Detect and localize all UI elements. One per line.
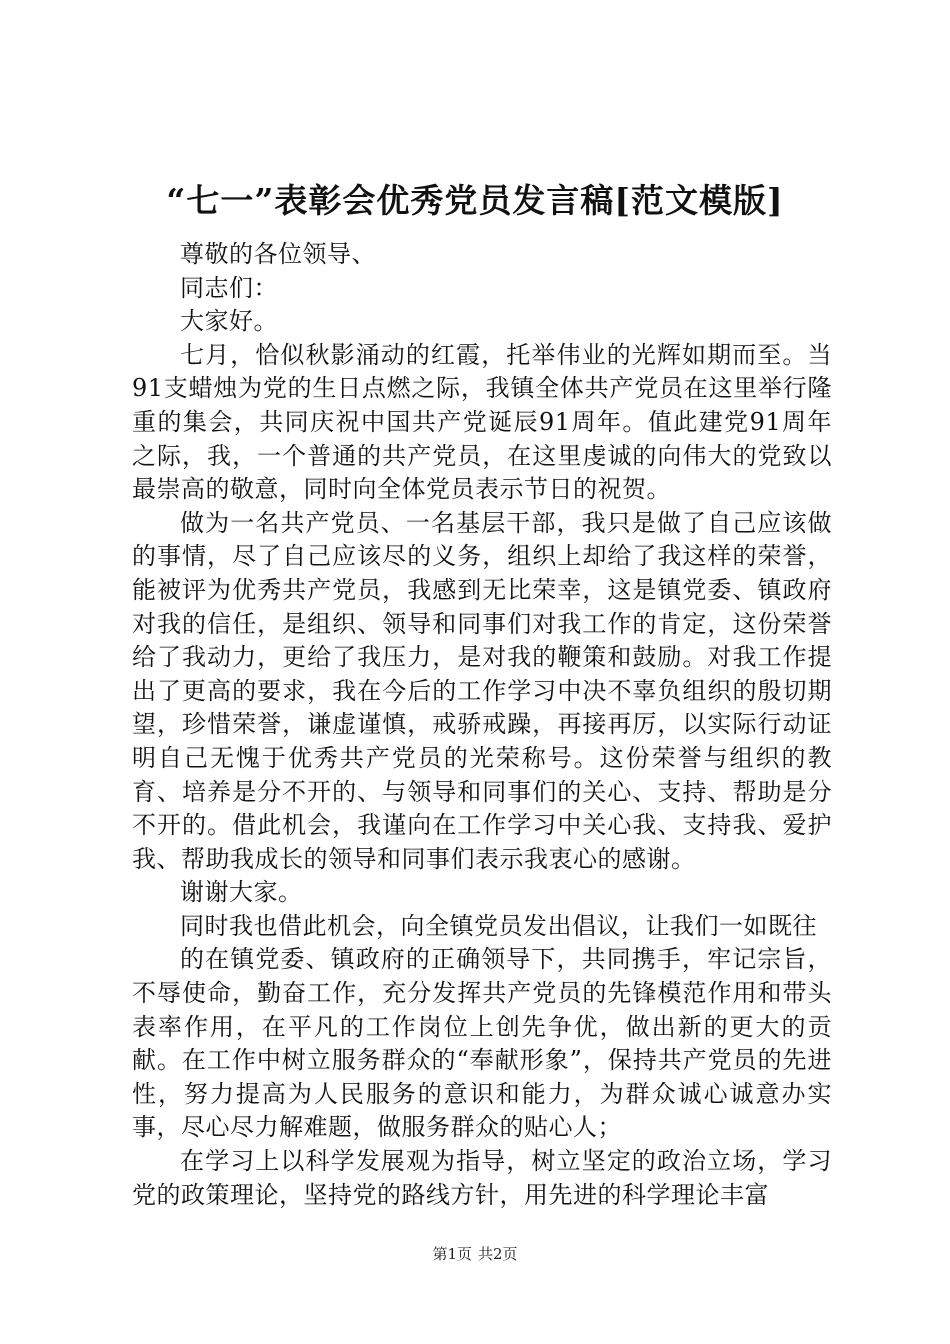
page-number-current: 第1页 <box>432 1245 472 1263</box>
paragraph-greeting: 大家好。 <box>180 307 278 336</box>
paragraph-proposal-continued: 的在镇党委、镇政府的正确领导下，共同携手，牢记宗旨，不辱使命，勤奋工作，充分发挥共产党员的先锋模范作用和带头表率作用，在平凡的工作岗位上创先争优，做出新的更大的贡献。在工作中树立服务群众的“奉献形象”，保持共产党员的先进性，努力提高为人民服务的意识和能力，为群众诚心诚意办实事，尽心尽力解难题，做服务群众的贴心人； <box>132 945 832 1142</box>
paragraph-opening: 七月，恰似秋影涌动的红霞，托举伟业的光辉如期而至。当91支蜡烛为党的生日点燃之际，我镇全体共产党员在这里举行隆重的集会，共同庆祝中国共产党诞辰91周年。值此建党91周年之际，我，一个普通的共产党员，在这里虔诚的向伟大的党致以最崇高的敬意，同时向全体党员表示节日的祝贺。 <box>132 340 832 504</box>
page-number-total: 共2页 <box>478 1245 518 1263</box>
document-body <box>132 238 832 1212</box>
paragraph-salutation-2: 同志们： <box>180 273 278 302</box>
page-footer <box>0 1244 950 1264</box>
paragraph-honor: 做为一名共产党员、一名基层干部，我只是做了自己应该做的事情，尽了自己应该尽的义务，组织上却给了我这样的荣誉，能被评为优秀共产党员，我感到无比荣幸，这是镇党委、镇政府对我的信任，是组织、领导和同事们对我工作的肯定，这份荣誉给了我动力，更给了我压力，是对我的鞭策和鼓励。对我工作提出了更高的要求，我在今后的工作学习中决不辜负组织的殷切期望，珍惜荣誉，谦虚谨慎，戒骄戒躁，再接再厉，以实际行动证明自己无愧于优秀共产党员的光荣称号。这份荣誉与组织的教育、培养是分不开的、与领导和同事们的关心、支持、帮助是分不开的。借此机会，我谨向在工作学习中关心我、支持我、爱护我、帮助我成长的领导和同事们表示我衷心的感谢。 <box>132 508 832 873</box>
paragraph-salutation-1: 尊敬的各位领导、 <box>180 240 376 268</box>
document-title: “七一”表彰会优秀党员发言稿[范文模版] <box>166 181 784 220</box>
paragraph-study: 在学习上以科学发展观为指导，树立坚定的政治立场，学习党的政策理论，坚持党的路线方针，用先进的科学理论丰富 <box>132 1147 832 1209</box>
paragraph-thanks: 谢谢大家。 <box>180 878 303 907</box>
paragraph-proposal: 同时我也借此机会，向全镇党员发出倡议，让我们一如既往 <box>180 911 817 940</box>
